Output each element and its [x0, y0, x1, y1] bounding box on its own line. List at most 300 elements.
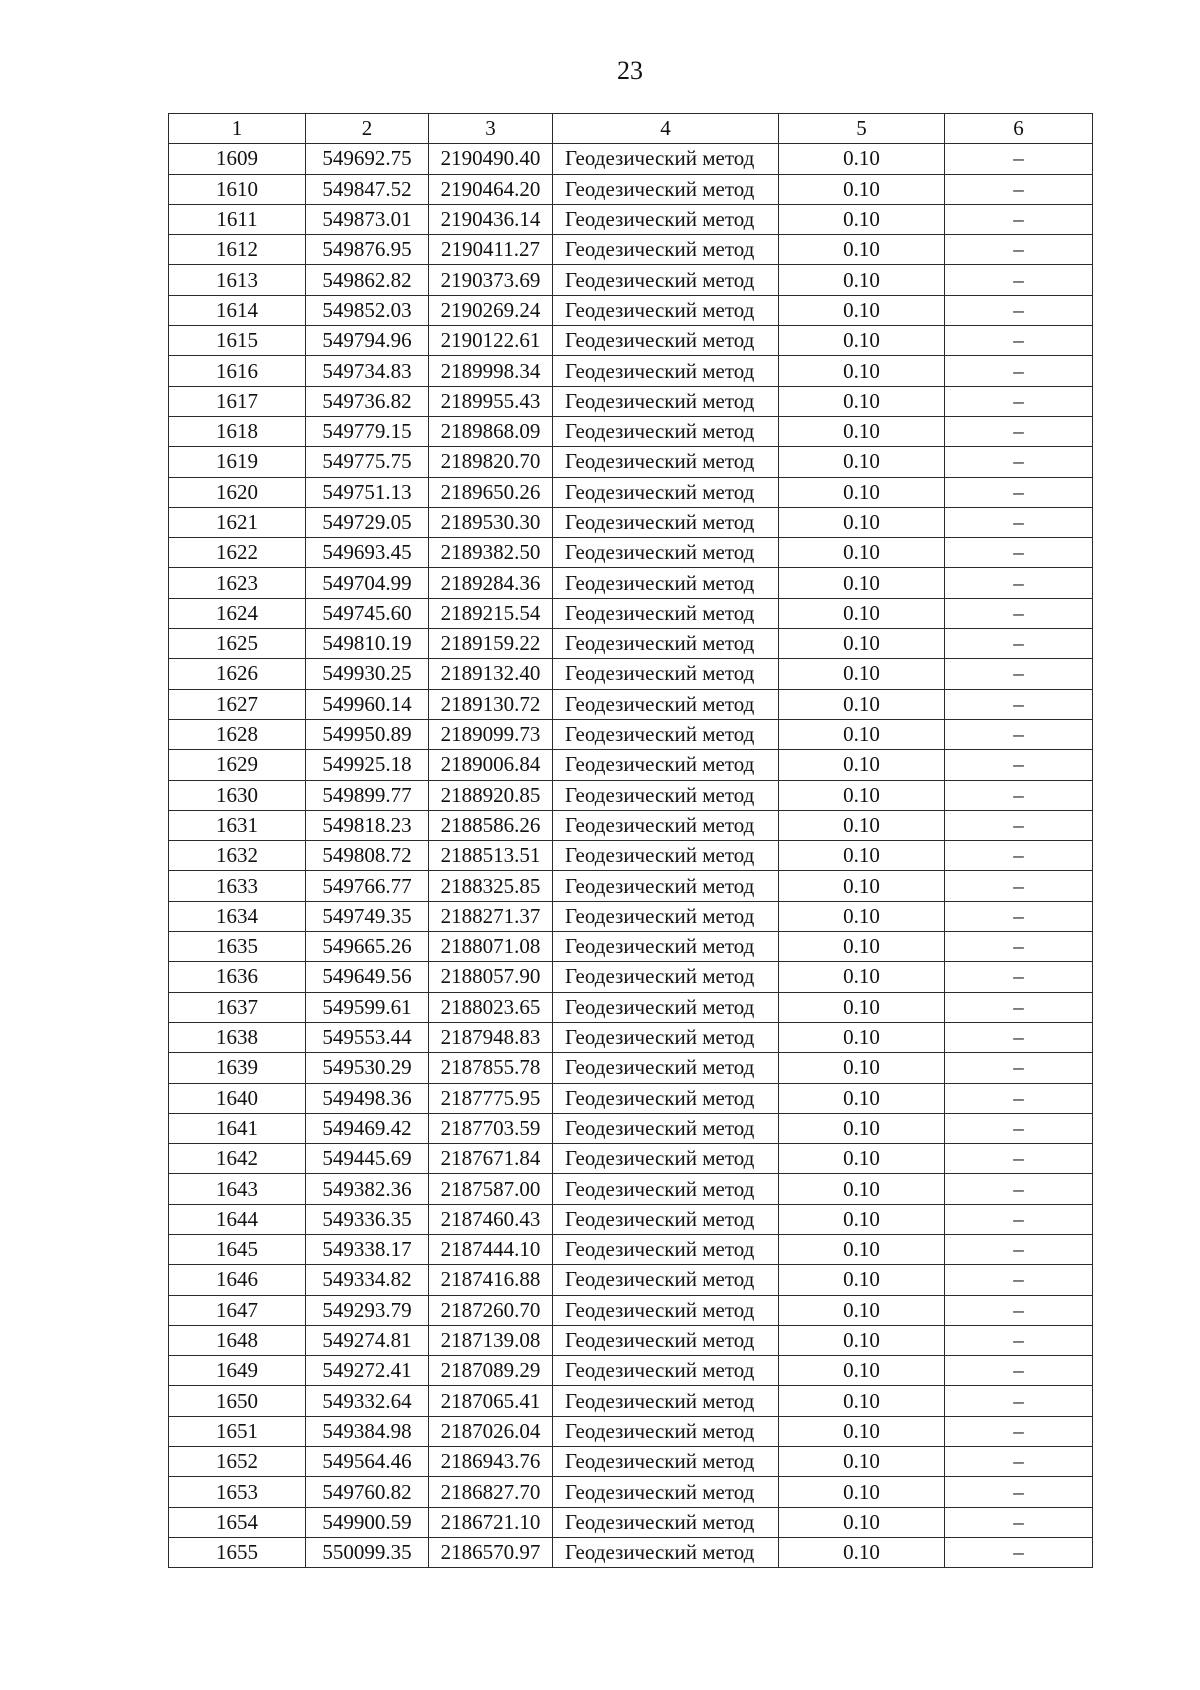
point-number-cell: 1630	[169, 780, 306, 810]
x-coordinate-cell: 549749.35	[306, 901, 429, 931]
note-cell: –	[945, 1447, 1093, 1477]
precision-cell: 0.10	[779, 144, 945, 174]
point-number-cell: 1648	[169, 1325, 306, 1355]
x-coordinate-cell: 549736.82	[306, 386, 429, 416]
precision-cell: 0.10	[779, 1083, 945, 1113]
note-cell: –	[945, 1234, 1093, 1264]
note-cell: –	[945, 1477, 1093, 1507]
note-cell: –	[945, 689, 1093, 719]
note-cell: –	[945, 1507, 1093, 1537]
table-row	[169, 871, 1093, 901]
table-row	[169, 1507, 1093, 1537]
x-coordinate-cell: 549751.13	[306, 477, 429, 507]
y-coordinate-cell: 2188071.08	[429, 932, 553, 962]
x-coordinate-cell: 549599.61	[306, 992, 429, 1022]
y-coordinate-cell: 2187587.00	[429, 1174, 553, 1204]
point-number-cell: 1645	[169, 1234, 306, 1264]
y-coordinate-cell: 2189159.22	[429, 629, 553, 659]
x-coordinate-cell: 549692.75	[306, 144, 429, 174]
precision-cell: 0.10	[779, 1295, 945, 1325]
table-body	[169, 144, 1093, 1568]
y-coordinate-cell: 2188920.85	[429, 780, 553, 810]
y-coordinate-cell: 2187416.88	[429, 1265, 553, 1295]
precision-cell: 0.10	[779, 295, 945, 325]
table-row	[169, 477, 1093, 507]
x-coordinate-cell: 549808.72	[306, 841, 429, 871]
method-cell: Геодезический метод	[553, 1022, 779, 1052]
point-number-cell: 1629	[169, 750, 306, 780]
method-cell: Геодезический метод	[553, 235, 779, 265]
method-cell: Геодезический метод	[553, 1083, 779, 1113]
note-cell: –	[945, 326, 1093, 356]
x-coordinate-cell: 549950.89	[306, 719, 429, 749]
note-cell: –	[945, 1416, 1093, 1446]
y-coordinate-cell: 2187775.95	[429, 1083, 553, 1113]
y-coordinate-cell: 2188271.37	[429, 901, 553, 931]
note-cell: –	[945, 1325, 1093, 1355]
y-coordinate-cell: 2190490.40	[429, 144, 553, 174]
method-cell: Геодезический метод	[553, 719, 779, 749]
method-cell: Геодезический метод	[553, 174, 779, 204]
y-coordinate-cell: 2189130.72	[429, 689, 553, 719]
precision-cell: 0.10	[779, 1022, 945, 1052]
precision-cell: 0.10	[779, 750, 945, 780]
precision-cell: 0.10	[779, 386, 945, 416]
note-cell: –	[945, 1022, 1093, 1052]
note-cell: –	[945, 538, 1093, 568]
x-coordinate-cell: 549272.41	[306, 1356, 429, 1386]
method-cell: Геодезический метод	[553, 538, 779, 568]
table-row	[169, 1295, 1093, 1325]
y-coordinate-cell: 2187855.78	[429, 1053, 553, 1083]
point-number-cell: 1640	[169, 1083, 306, 1113]
method-cell: Геодезический метод	[553, 689, 779, 719]
precision-cell: 0.10	[779, 1053, 945, 1083]
x-coordinate-cell: 549847.52	[306, 174, 429, 204]
point-number-cell: 1627	[169, 689, 306, 719]
y-coordinate-cell: 2190411.27	[429, 235, 553, 265]
note-cell: –	[945, 447, 1093, 477]
precision-cell: 0.10	[779, 780, 945, 810]
point-number-cell: 1616	[169, 356, 306, 386]
precision-cell: 0.10	[779, 810, 945, 840]
precision-cell: 0.10	[779, 326, 945, 356]
method-cell: Геодезический метод	[553, 841, 779, 871]
method-cell: Геодезический метод	[553, 962, 779, 992]
table-row	[169, 1113, 1093, 1143]
precision-cell: 0.10	[779, 416, 945, 446]
table-row	[169, 144, 1093, 174]
point-number-cell: 1610	[169, 174, 306, 204]
table-row	[169, 1537, 1093, 1567]
point-number-cell: 1617	[169, 386, 306, 416]
y-coordinate-cell: 2189284.36	[429, 568, 553, 598]
point-number-cell: 1612	[169, 235, 306, 265]
point-number-cell: 1613	[169, 265, 306, 295]
precision-cell: 0.10	[779, 1356, 945, 1386]
note-cell: –	[945, 1386, 1093, 1416]
x-coordinate-cell: 549384.98	[306, 1416, 429, 1446]
precision-cell: 0.10	[779, 1507, 945, 1537]
y-coordinate-cell: 2190464.20	[429, 174, 553, 204]
y-coordinate-cell: 2187444.10	[429, 1234, 553, 1264]
y-coordinate-cell: 2186943.76	[429, 1447, 553, 1477]
point-number-cell: 1636	[169, 962, 306, 992]
method-cell: Геодезический метод	[553, 265, 779, 295]
method-cell: Геодезический метод	[553, 871, 779, 901]
note-cell: –	[945, 962, 1093, 992]
point-number-cell: 1650	[169, 1386, 306, 1416]
table-row	[169, 507, 1093, 537]
point-number-cell: 1631	[169, 810, 306, 840]
y-coordinate-cell: 2187139.08	[429, 1325, 553, 1355]
y-coordinate-cell: 2187703.59	[429, 1113, 553, 1143]
note-cell: –	[945, 295, 1093, 325]
method-cell: Геодезический метод	[553, 295, 779, 325]
point-number-cell: 1647	[169, 1295, 306, 1325]
y-coordinate-cell: 2188513.51	[429, 841, 553, 871]
table-row	[169, 932, 1093, 962]
method-cell: Геодезический метод	[553, 992, 779, 1022]
method-cell: Геодезический метод	[553, 507, 779, 537]
precision-cell: 0.10	[779, 1174, 945, 1204]
column-header: 2	[306, 114, 429, 144]
method-cell: Геодезический метод	[553, 629, 779, 659]
note-cell: –	[945, 1053, 1093, 1083]
point-number-cell: 1624	[169, 598, 306, 628]
table-row	[169, 962, 1093, 992]
precision-cell: 0.10	[779, 932, 945, 962]
method-cell: Геодезический метод	[553, 932, 779, 962]
table-header	[169, 114, 1093, 144]
page-number: 23	[617, 56, 643, 85]
y-coordinate-cell: 2189006.84	[429, 750, 553, 780]
table-row	[169, 901, 1093, 931]
table-row	[169, 1447, 1093, 1477]
table-row	[169, 1325, 1093, 1355]
table-row	[169, 386, 1093, 416]
table-row	[169, 1174, 1093, 1204]
point-number-cell: 1643	[169, 1174, 306, 1204]
precision-cell: 0.10	[779, 629, 945, 659]
method-cell: Геодезический метод	[553, 1537, 779, 1567]
table-row	[169, 719, 1093, 749]
method-cell: Геодезический метод	[553, 568, 779, 598]
note-cell: –	[945, 750, 1093, 780]
method-cell: Геодезический метод	[553, 477, 779, 507]
table-row	[169, 659, 1093, 689]
table-row	[169, 598, 1093, 628]
method-cell: Геодезический метод	[553, 780, 779, 810]
point-number-cell: 1654	[169, 1507, 306, 1537]
method-cell: Геодезический метод	[553, 659, 779, 689]
precision-cell: 0.10	[779, 962, 945, 992]
x-coordinate-cell: 549779.15	[306, 416, 429, 446]
method-cell: Геодезический метод	[553, 750, 779, 780]
method-cell: Геодезический метод	[553, 1144, 779, 1174]
precision-cell: 0.10	[779, 507, 945, 537]
y-coordinate-cell: 2188057.90	[429, 962, 553, 992]
note-cell: –	[945, 841, 1093, 871]
precision-cell: 0.10	[779, 1537, 945, 1567]
table-row	[169, 1083, 1093, 1113]
x-coordinate-cell: 549704.99	[306, 568, 429, 598]
precision-cell: 0.10	[779, 477, 945, 507]
table-row	[169, 1477, 1093, 1507]
y-coordinate-cell: 2189998.34	[429, 356, 553, 386]
note-cell: –	[945, 1174, 1093, 1204]
note-cell: –	[945, 598, 1093, 628]
method-cell: Геодезический метод	[553, 356, 779, 386]
method-cell: Геодезический метод	[553, 1113, 779, 1143]
y-coordinate-cell: 2186827.70	[429, 1477, 553, 1507]
note-cell: –	[945, 810, 1093, 840]
table-row	[169, 1416, 1093, 1446]
precision-cell: 0.10	[779, 1234, 945, 1264]
column-header: 5	[779, 114, 945, 144]
table-row	[169, 750, 1093, 780]
method-cell: Геодезический метод	[553, 1386, 779, 1416]
note-cell: –	[945, 780, 1093, 810]
point-number-cell: 1609	[169, 144, 306, 174]
note-cell: –	[945, 235, 1093, 265]
table-row	[169, 416, 1093, 446]
x-coordinate-cell: 549530.29	[306, 1053, 429, 1083]
x-coordinate-cell: 549649.56	[306, 962, 429, 992]
method-cell: Геодезический метод	[553, 810, 779, 840]
precision-cell: 0.10	[779, 235, 945, 265]
precision-cell: 0.10	[779, 1265, 945, 1295]
table-row	[169, 841, 1093, 871]
note-cell: –	[945, 1083, 1093, 1113]
x-coordinate-cell: 549734.83	[306, 356, 429, 386]
note-cell: –	[945, 416, 1093, 446]
note-cell: –	[945, 932, 1093, 962]
point-number-cell: 1623	[169, 568, 306, 598]
precision-cell: 0.10	[779, 447, 945, 477]
y-coordinate-cell: 2187948.83	[429, 1022, 553, 1052]
x-coordinate-cell: 549336.35	[306, 1204, 429, 1234]
column-header: 3	[429, 114, 553, 144]
x-coordinate-cell: 549876.95	[306, 235, 429, 265]
point-number-cell: 1634	[169, 901, 306, 931]
table-row	[169, 265, 1093, 295]
point-number-cell: 1614	[169, 295, 306, 325]
x-coordinate-cell: 549760.82	[306, 1477, 429, 1507]
precision-cell: 0.10	[779, 204, 945, 234]
y-coordinate-cell: 2189868.09	[429, 416, 553, 446]
y-coordinate-cell: 2188023.65	[429, 992, 553, 1022]
point-number-cell: 1621	[169, 507, 306, 537]
point-number-cell: 1646	[169, 1265, 306, 1295]
method-cell: Геодезический метод	[553, 1325, 779, 1355]
point-number-cell: 1651	[169, 1416, 306, 1446]
x-coordinate-cell: 550099.35	[306, 1537, 429, 1567]
y-coordinate-cell: 2189650.26	[429, 477, 553, 507]
method-cell: Геодезический метод	[553, 1416, 779, 1446]
y-coordinate-cell: 2189530.30	[429, 507, 553, 537]
column-header: 6	[945, 114, 1093, 144]
table-row	[169, 629, 1093, 659]
y-coordinate-cell: 2190122.61	[429, 326, 553, 356]
table-row	[169, 568, 1093, 598]
x-coordinate-cell: 549293.79	[306, 1295, 429, 1325]
point-number-cell: 1655	[169, 1537, 306, 1567]
precision-cell: 0.10	[779, 1325, 945, 1355]
note-cell: –	[945, 1144, 1093, 1174]
point-number-cell: 1639	[169, 1053, 306, 1083]
note-cell: –	[945, 1537, 1093, 1567]
point-number-cell: 1649	[169, 1356, 306, 1386]
note-cell: –	[945, 144, 1093, 174]
y-coordinate-cell: 2190373.69	[429, 265, 553, 295]
precision-cell: 0.10	[779, 992, 945, 1022]
x-coordinate-cell: 549900.59	[306, 1507, 429, 1537]
precision-cell: 0.10	[779, 1386, 945, 1416]
table-row	[169, 1144, 1093, 1174]
method-cell: Геодезический метод	[553, 598, 779, 628]
x-coordinate-cell: 549382.36	[306, 1174, 429, 1204]
point-number-cell: 1611	[169, 204, 306, 234]
point-number-cell: 1620	[169, 477, 306, 507]
x-coordinate-cell: 549818.23	[306, 810, 429, 840]
x-coordinate-cell: 549498.36	[306, 1083, 429, 1113]
method-cell: Геодезический метод	[553, 416, 779, 446]
y-coordinate-cell: 2187260.70	[429, 1295, 553, 1325]
header-row	[169, 114, 1093, 144]
y-coordinate-cell: 2187671.84	[429, 1144, 553, 1174]
note-cell: –	[945, 992, 1093, 1022]
method-cell: Геодезический метод	[553, 144, 779, 174]
y-coordinate-cell: 2188325.85	[429, 871, 553, 901]
point-number-cell: 1652	[169, 1447, 306, 1477]
note-cell: –	[945, 871, 1093, 901]
method-cell: Геодезический метод	[553, 1265, 779, 1295]
x-coordinate-cell: 549729.05	[306, 507, 429, 537]
column-header: 4	[553, 114, 779, 144]
y-coordinate-cell: 2187089.29	[429, 1356, 553, 1386]
note-cell: –	[945, 356, 1093, 386]
point-number-cell: 1635	[169, 932, 306, 962]
y-coordinate-cell: 2187065.41	[429, 1386, 553, 1416]
y-coordinate-cell: 2189215.54	[429, 598, 553, 628]
note-cell: –	[945, 174, 1093, 204]
note-cell: –	[945, 386, 1093, 416]
y-coordinate-cell: 2188586.26	[429, 810, 553, 840]
y-coordinate-cell: 2187026.04	[429, 1416, 553, 1446]
method-cell: Геодезический метод	[553, 326, 779, 356]
table-row	[169, 1234, 1093, 1264]
y-coordinate-cell: 2190269.24	[429, 295, 553, 325]
table-row	[169, 780, 1093, 810]
point-number-cell: 1632	[169, 841, 306, 871]
point-number-cell: 1619	[169, 447, 306, 477]
point-number-cell: 1633	[169, 871, 306, 901]
precision-cell: 0.10	[779, 1113, 945, 1143]
point-number-cell: 1638	[169, 1022, 306, 1052]
x-coordinate-cell: 549775.75	[306, 447, 429, 477]
method-cell: Геодезический метод	[553, 1447, 779, 1477]
x-coordinate-cell: 549862.82	[306, 265, 429, 295]
table-row	[169, 356, 1093, 386]
table-row	[169, 1053, 1093, 1083]
table-row	[169, 295, 1093, 325]
x-coordinate-cell: 549810.19	[306, 629, 429, 659]
x-coordinate-cell: 549899.77	[306, 780, 429, 810]
x-coordinate-cell: 549766.77	[306, 871, 429, 901]
y-coordinate-cell: 2189382.50	[429, 538, 553, 568]
x-coordinate-cell: 549665.26	[306, 932, 429, 962]
x-coordinate-cell: 549960.14	[306, 689, 429, 719]
precision-cell: 0.10	[779, 568, 945, 598]
y-coordinate-cell: 2186721.10	[429, 1507, 553, 1537]
point-number-cell: 1626	[169, 659, 306, 689]
y-coordinate-cell: 2189099.73	[429, 719, 553, 749]
note-cell: –	[945, 204, 1093, 234]
precision-cell: 0.10	[779, 1477, 945, 1507]
table-row	[169, 538, 1093, 568]
x-coordinate-cell: 549553.44	[306, 1022, 429, 1052]
table-row	[169, 447, 1093, 477]
note-cell: –	[945, 568, 1093, 598]
method-cell: Геодезический метод	[553, 1477, 779, 1507]
note-cell: –	[945, 1113, 1093, 1143]
precision-cell: 0.10	[779, 1447, 945, 1477]
precision-cell: 0.10	[779, 719, 945, 749]
method-cell: Геодезический метод	[553, 447, 779, 477]
point-number-cell: 1615	[169, 326, 306, 356]
column-header: 1	[169, 114, 306, 144]
precision-cell: 0.10	[779, 689, 945, 719]
point-number-cell: 1644	[169, 1204, 306, 1234]
y-coordinate-cell: 2189820.70	[429, 447, 553, 477]
x-coordinate-cell: 549693.45	[306, 538, 429, 568]
table-row	[169, 174, 1093, 204]
x-coordinate-cell: 549745.60	[306, 598, 429, 628]
table-row	[169, 992, 1093, 1022]
note-cell: –	[945, 265, 1093, 295]
point-number-cell: 1628	[169, 719, 306, 749]
method-cell: Геодезический метод	[553, 204, 779, 234]
point-number-cell: 1618	[169, 416, 306, 446]
x-coordinate-cell: 549852.03	[306, 295, 429, 325]
point-number-cell: 1637	[169, 992, 306, 1022]
table-row	[169, 204, 1093, 234]
note-cell: –	[945, 1265, 1093, 1295]
table-row	[169, 1356, 1093, 1386]
x-coordinate-cell: 549334.82	[306, 1265, 429, 1295]
note-cell: –	[945, 477, 1093, 507]
coordinates-table	[168, 113, 1093, 1568]
x-coordinate-cell: 549873.01	[306, 204, 429, 234]
method-cell: Геодезический метод	[553, 1234, 779, 1264]
precision-cell: 0.10	[779, 265, 945, 295]
point-number-cell: 1653	[169, 1477, 306, 1507]
y-coordinate-cell: 2189955.43	[429, 386, 553, 416]
method-cell: Геодезический метод	[553, 1356, 779, 1386]
method-cell: Геодезический метод	[553, 901, 779, 931]
table-row	[169, 1265, 1093, 1295]
table-row	[169, 235, 1093, 265]
x-coordinate-cell: 549445.69	[306, 1144, 429, 1174]
precision-cell: 0.10	[779, 538, 945, 568]
precision-cell: 0.10	[779, 871, 945, 901]
x-coordinate-cell: 549274.81	[306, 1325, 429, 1355]
x-coordinate-cell: 549930.25	[306, 659, 429, 689]
y-coordinate-cell: 2186570.97	[429, 1537, 553, 1567]
method-cell: Геодезический метод	[553, 1053, 779, 1083]
point-number-cell: 1622	[169, 538, 306, 568]
